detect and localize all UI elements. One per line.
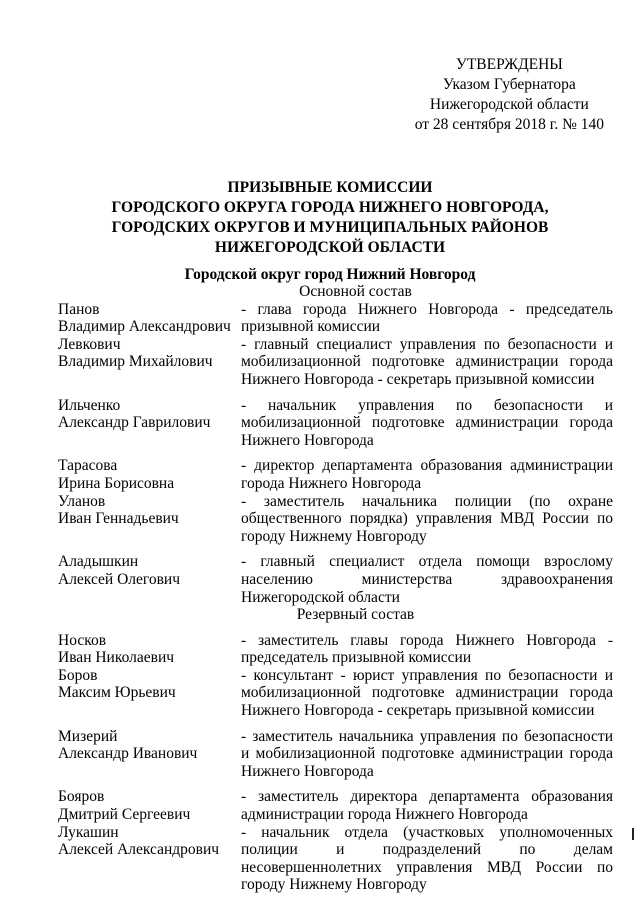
member-role: - начальник управления по безопасности и мобилизационной подготовке администрации города Нижнего Новгорода — [241, 396, 613, 449]
member-row — [58, 632, 613, 667]
approval-line: Нижегородской области — [429, 96, 589, 113]
reserve-section-heading: Резервный состав — [296, 606, 415, 624]
member-role: - главный специалист отдела помощи взрослому населению министерства здравоохранения Нижегородской области — [241, 553, 613, 606]
member-role: - заместитель главы города Нижнего Новгорода - председатель призывной комиссии — [241, 631, 613, 667]
member-name: Мизерий Александр Иванович — [58, 727, 198, 763]
member-name: Бояров Дмитрий Сергеевич — [58, 788, 191, 824]
member-name: Боров Максим Юрьевич — [58, 666, 176, 702]
member-role: - консультант - юрист управления по безопасности и мобилизационной подготовке администрации города Нижнего Новгорода - секретарь призывной комиссии — [241, 666, 613, 720]
member-name: Аладышкин Алексей Олегович — [58, 553, 181, 588]
member-row — [58, 301, 613, 336]
title-line: НИЖЕГОРОДСКОЙ ОБЛАСТИ — [214, 239, 446, 256]
member-role: - начальник отдела (участковых уполномоченных полиции и подразделений по делам несовершеннолетних управления МВД России по городу Нижнему Новгороду — [241, 823, 613, 894]
member-name: Ильченко Александр Гаврилович — [58, 396, 211, 432]
member-role: - заместитель начальника управления по безопасности и мобилизационной подготовке администрации города Нижнего Новгорода — [241, 727, 613, 780]
member-row — [58, 397, 613, 450]
district-heading: Городской округ город Нижний Новгород — [184, 266, 476, 283]
member-role: - директор департамента образования администрации города Нижнего Новгорода — [241, 457, 613, 492]
member-name: Уланов Иван Геннадьевич — [58, 492, 179, 528]
member-row — [58, 493, 613, 546]
title-line: ПРИЗЫВНЫЕ КОМИССИИ — [227, 179, 433, 196]
document-title — [40, 178, 620, 258]
member-role: - заместитель директора департамента образования администрации города Нижнего Новгорода — [241, 788, 613, 824]
title-line: ГОРОДСКОГО ОКРУГА ГОРОДА НИЖНЕГО НОВГОРОДА, — [111, 199, 549, 216]
member-role: - главный специалист управления по безопасности и мобилизационной подготовке администрации города Нижнего Новгорода - секретарь призывной комиссии — [241, 335, 613, 388]
member-row — [58, 336, 613, 389]
main-section-heading: Основной состав — [299, 283, 412, 300]
member-name: Носков Иван Николаевич — [58, 631, 175, 667]
approval-stamp — [415, 55, 604, 135]
member-row — [58, 788, 613, 823]
member-name: Лукашин Алексей Александрович — [58, 823, 220, 859]
member-role: - глава города Нижнего Новгорода - председатель призывной комиссии — [241, 300, 613, 336]
member-row — [58, 457, 613, 492]
page-edge-mark — [632, 828, 634, 840]
approval-line: УТВЕРЖДЕНЫ — [455, 56, 563, 73]
approval-line: Указом Губернатора — [442, 76, 576, 93]
member-row — [58, 553, 613, 606]
member-row — [58, 824, 613, 894]
member-row — [58, 667, 613, 720]
commission-list — [58, 283, 613, 894]
approval-line: от 28 сентября 2018 г. № 140 — [414, 116, 604, 133]
member-name: Левкович Владимир Михайлович — [58, 335, 213, 371]
member-name: Панов Владимир Александрович — [58, 300, 231, 336]
member-name: Тарасова Ирина Борисовна — [58, 457, 175, 492]
member-role: - заместитель начальника полиции (по охране общественного порядка) управления МВД России по городу Нижнему Новгороду — [241, 492, 613, 545]
member-row — [58, 728, 613, 781]
title-line: ГОРОДСКИХ ОКРУГОВ И МУНИЦИПАЛЬНЫХ РАЙОНОВ — [111, 219, 549, 236]
